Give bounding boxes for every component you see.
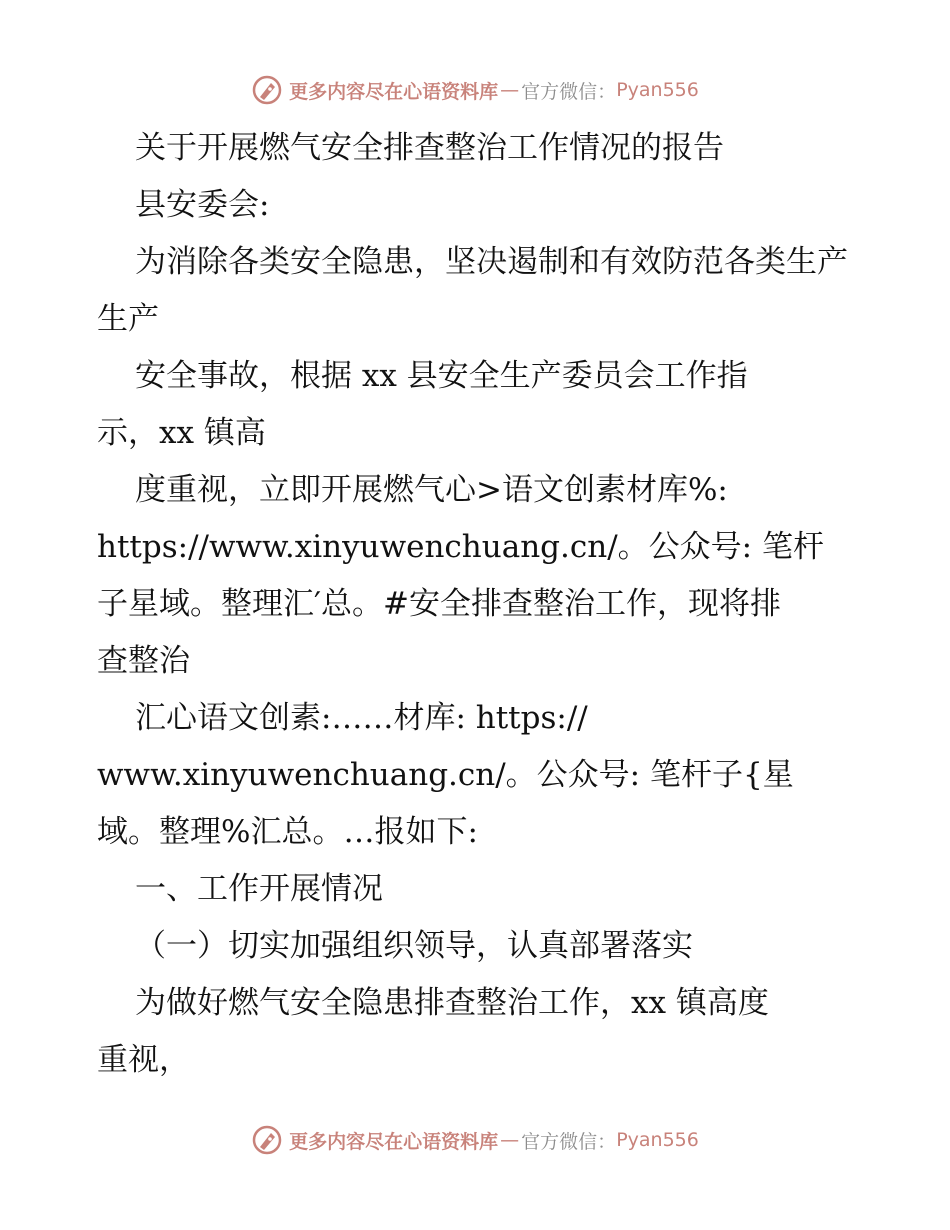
banner-wechat-id: Pyan556 [616, 79, 699, 101]
document-title: 关于开展燃气安全排查整治工作情况的报告 [135, 130, 724, 166]
section-heading: 一、工作开展情况 [135, 871, 383, 907]
document-line: 生产 [97, 301, 159, 337]
document-line: 汇心语文创素:……材库: https:// [135, 700, 588, 736]
footer-banner [0, 1120, 950, 1160]
pen-nib-circle-icon [251, 1124, 283, 1156]
document-addressee: 县安委会: [135, 187, 270, 223]
document-body [97, 120, 857, 1089]
document-line: 为消除各类安全隐患，坚决遏制和有效防范各类生产 [135, 244, 848, 280]
banner-text: 更多内容尽在心语资料库 [289, 1130, 499, 1153]
document-line: 度重视，立即开展燃气心>语文创素材库%: [135, 472, 728, 508]
banner-wechat-label: 官方微信： [521, 80, 617, 103]
banner-separator: — [500, 79, 520, 101]
document-line: 域。整理%汇总。…报如下: [97, 814, 478, 850]
document-line: 示，xx 镇高 [97, 415, 266, 451]
banner-wechat-label: 官方微信： [521, 1130, 617, 1153]
document-line: 查整治 [97, 643, 190, 679]
subsection-heading: （一）切实加强组织领导，认真部署落实 [135, 928, 693, 964]
document-line: 为做好燃气安全隐患排查整治工作，xx 镇高度 [135, 985, 769, 1021]
document-line: 子星域。整理汇′总。#安全排查整治工作，现将排 [97, 586, 782, 622]
banner-text: 更多内容尽在心语资料库 [289, 80, 499, 103]
document-line: 重视， [97, 1042, 190, 1078]
banner-wechat-id: Pyan556 [616, 1129, 699, 1151]
document-line: https://www.xinyuwenchuang.cn/。公众号: 笔杆 [97, 529, 824, 565]
document-line: www.xinyuwenchuang.cn/。公众号: 笔杆子{星 [97, 757, 794, 793]
pen-nib-circle-icon [251, 74, 283, 106]
document-line: 安全事故，根据 xx 县安全生产委员会工作指 [135, 358, 748, 394]
header-banner [0, 70, 950, 110]
banner-separator: — [500, 1129, 520, 1151]
